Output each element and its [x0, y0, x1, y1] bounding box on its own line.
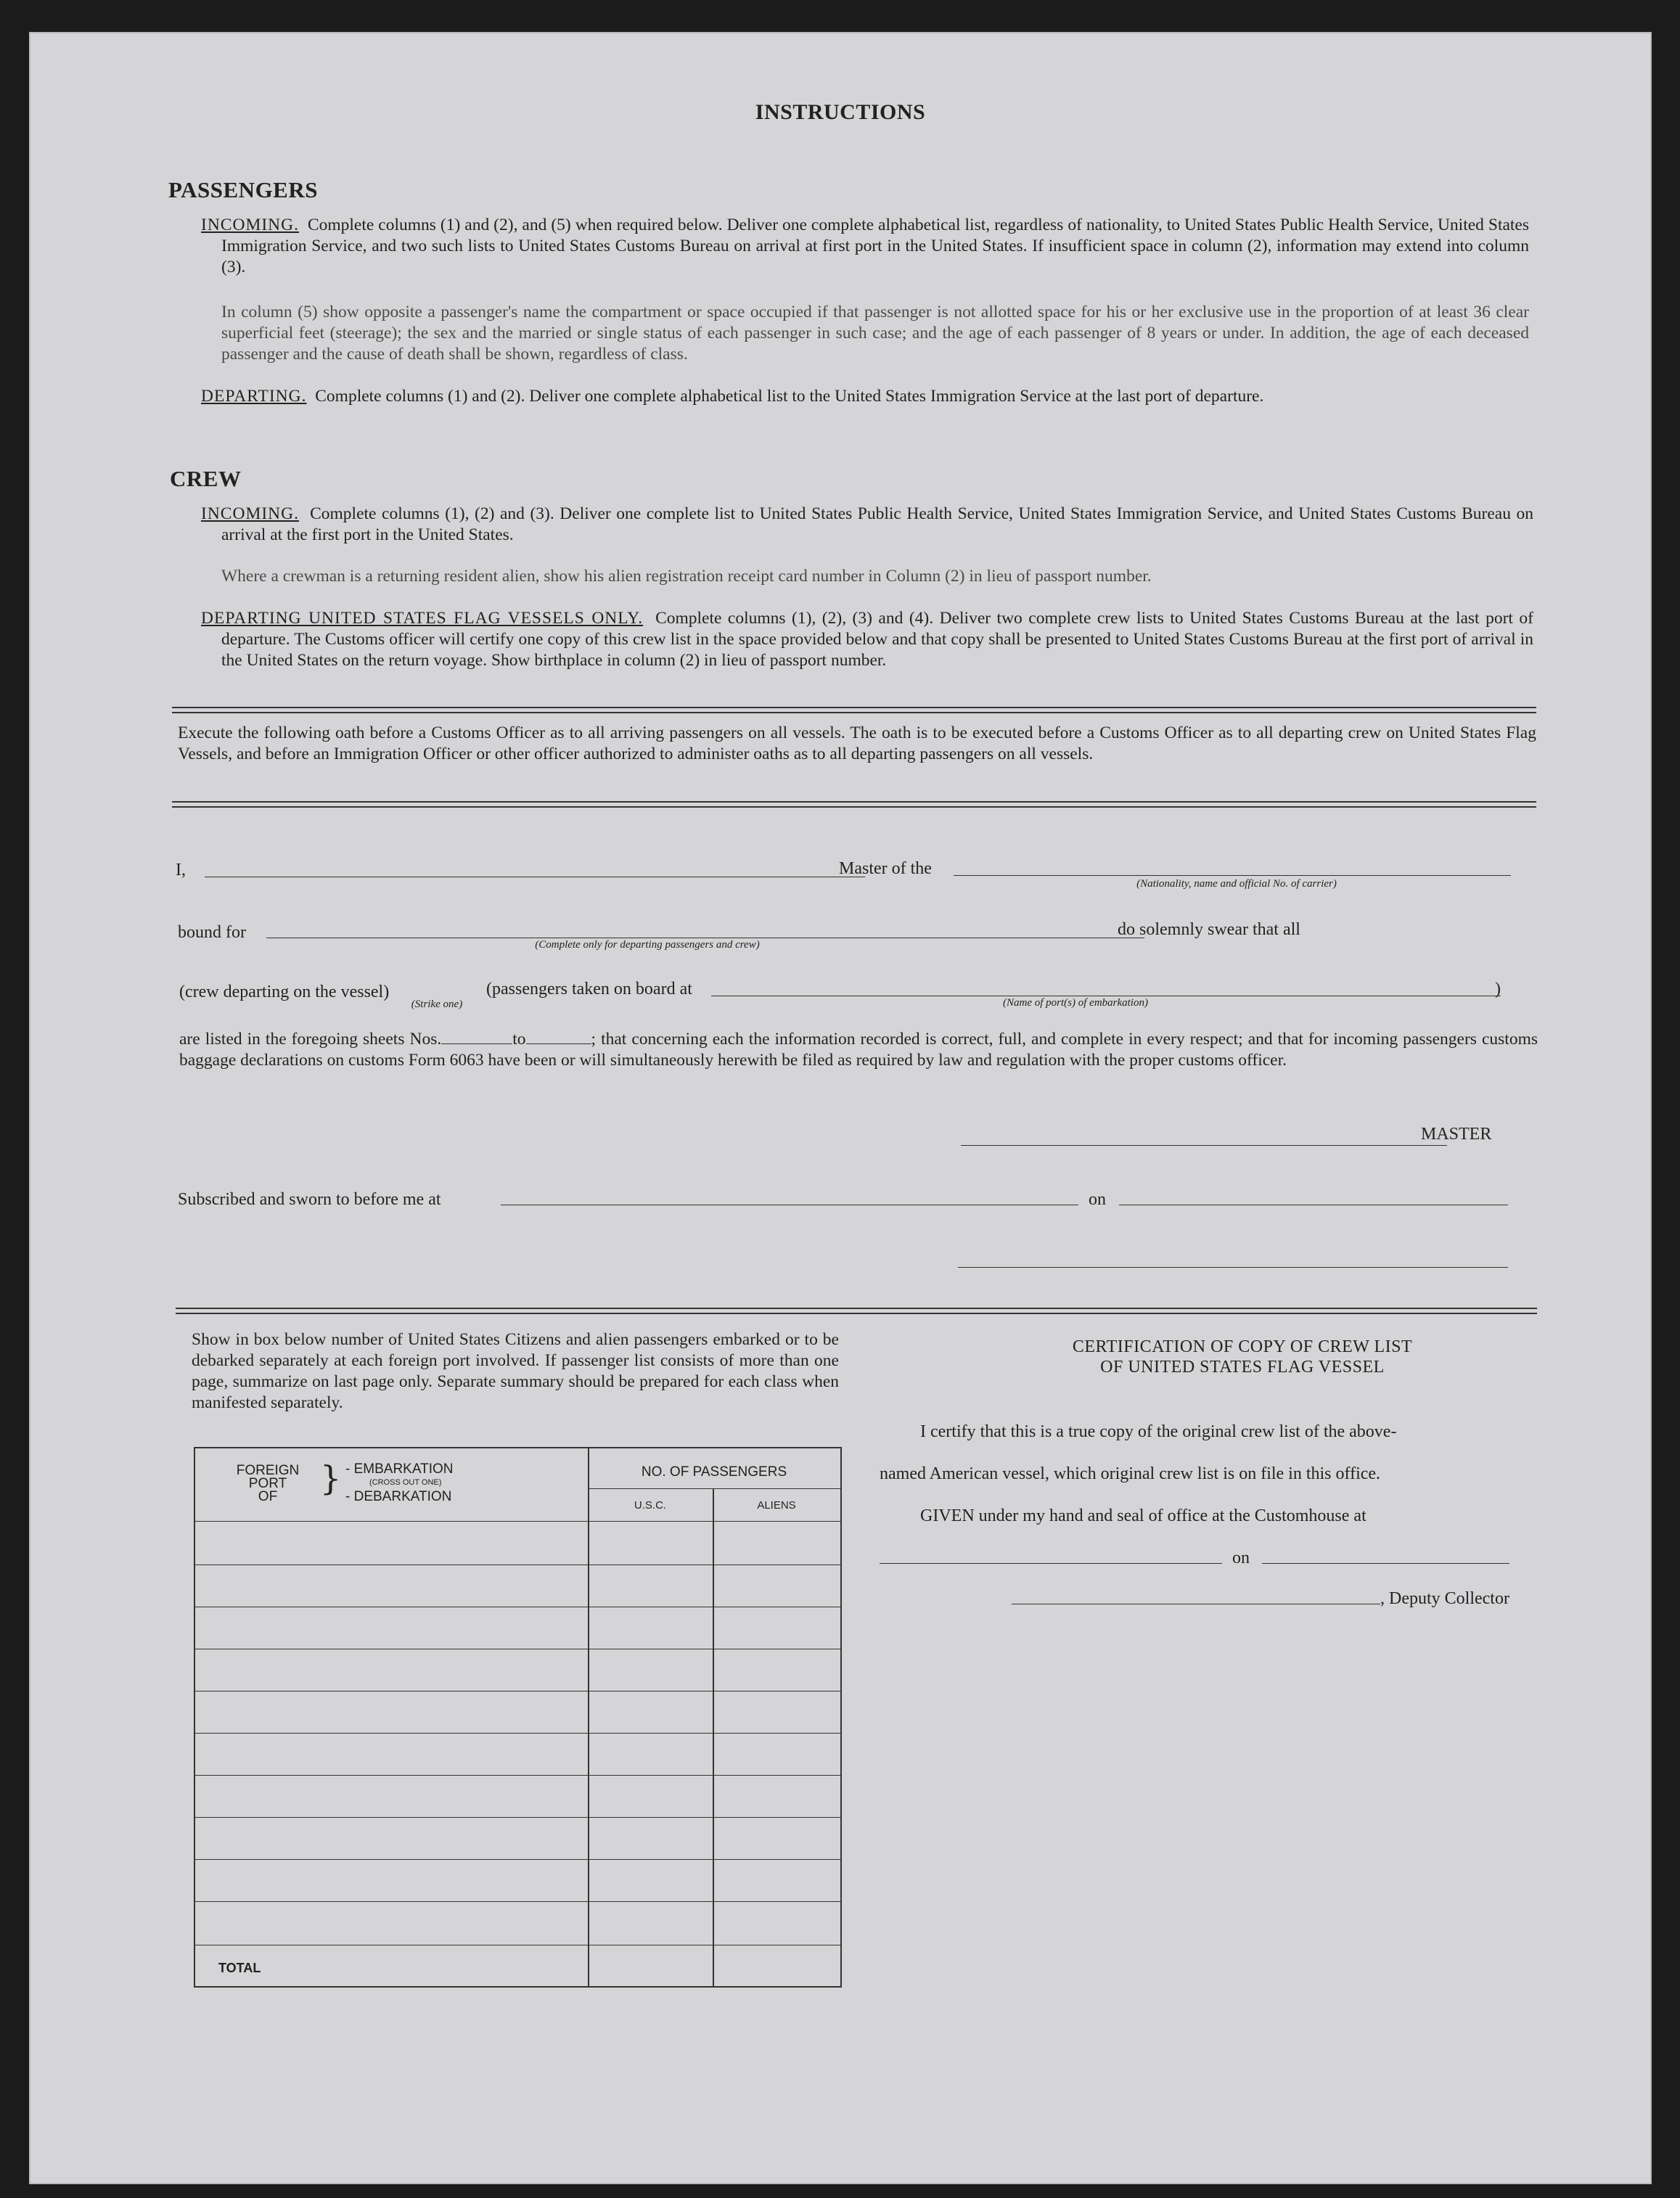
table-row[interactable]	[195, 1901, 840, 1902]
passenger-summary-table	[194, 1447, 842, 1988]
bound-for-label: bound for	[178, 923, 246, 942]
certify-on-label: on	[1232, 1549, 1250, 1567]
passengers-incoming-lead: INCOMING.	[201, 216, 299, 234]
listed-text-a: are listed in the foregoing sheets Nos.	[179, 1030, 442, 1049]
passengers-departing-text: Complete columns (1) and (2). Deliver one complete alphabetical list to the United States Immigration Service at the last port of departure.	[315, 387, 1264, 406]
crew-departing-lead: DEPARTING UNITED STATES FLAG VESSELS ONLY.	[201, 609, 644, 628]
deputy-collector-label: , Deputy Collector	[1380, 1589, 1509, 1608]
table-divider	[588, 1448, 589, 1986]
certify-line-2: named American vessel, which original crew list is on file in this office.	[880, 1464, 1381, 1483]
foreign-label: FOREIGN	[236, 1463, 300, 1478]
certify-line-1: I certify that this is a true copy of the original crew list of the above-	[920, 1422, 1397, 1441]
table-row[interactable]	[195, 1817, 840, 1818]
foreign-port-header	[224, 1464, 311, 1504]
of-label: OF	[258, 1489, 278, 1504]
officer-signature-line[interactable]	[958, 1267, 1508, 1268]
table-row[interactable]	[195, 1733, 840, 1734]
carrier-line[interactable]	[954, 875, 1511, 876]
table-row[interactable]	[195, 1859, 840, 1860]
debarkation-label: - DEBARKATION	[345, 1489, 452, 1504]
crew-returning-paragraph: Where a crewman is a returning resident alien, show his alien registration receipt card number in Column (2) in lieu of passport number.	[221, 567, 1152, 586]
cross-out-note: (CROSS OUT ONE)	[369, 1478, 442, 1487]
close-paren: )	[1495, 980, 1501, 998]
table-divider	[588, 1488, 840, 1489]
complete-only-note: (Complete only for departing passengers and crew)	[535, 939, 760, 951]
certify-date-line[interactable]	[1262, 1563, 1509, 1564]
crew-incoming-lead: INCOMING.	[201, 504, 299, 523]
embarkation-label: - EMBARKATION	[345, 1461, 454, 1477]
nationality-note: (Nationality, name and official No. of carrier)	[1136, 878, 1337, 890]
page-title: INSTRUCTIONS	[755, 100, 926, 124]
certification-heading	[938, 1337, 1547, 1377]
no-of-passengers-header: NO. OF PASSENGERS	[641, 1464, 787, 1480]
oath-i-label: I,	[176, 861, 186, 879]
certify-line-3: GIVEN under my hand and seal of office at the Customhouse at	[920, 1506, 1366, 1525]
crew-departing-text: Complete columns (1), (2), (3) and (4). Deliver two complete crew lists to United States Customs Bureau at the last port of departure. The Customs officer will certify one copy of this crew list in the space provided below and that copy shall be presented to United States Customs Bureau at the first port of arrival in the United States on the return voyage. Show birthplace in column (2) in lieu of passport number.	[221, 609, 1533, 670]
subscribed-label: Subscribed and sworn to before me at	[178, 1190, 441, 1209]
double-rule	[172, 801, 1536, 808]
total-label: TOTAL	[218, 1961, 261, 1975]
crew-incoming-text: Complete columns (1), (2) and (3). Deliver one complete list to United States Public Health Service, United States Immigration Service, and United States Customs Bureau on arrival at the first port in the United States.	[221, 504, 1533, 544]
strike-one-note: (Strike one)	[411, 998, 463, 1010]
passengers-departing-paragraph	[201, 386, 1529, 407]
double-rule	[176, 1308, 1537, 1314]
aliens-header: ALIENS	[757, 1499, 796, 1512]
passengers-incoming-text: Complete columns (1) and (2), and (5) when required below. Deliver one complete alphabetical list, regardless of nationality, to United States Public Health Service, United States Immigration Service, and two such lists to United States Customs Bureau on arrival at first port in the United States. If insufficient space in column (2), information may extend into column (3).	[221, 216, 1530, 276]
oath-instruction-paragraph: Execute the following oath before a Customs Officer as to all arriving passengers on all vessels. The oath is to be executed before a Customs Officer as to all departing crew on United States Flag Vessels, and before an Immigration Officer or other officer authorized to administer oaths as to all departing passengers on all vessels.	[178, 723, 1536, 763]
table-header-rule	[195, 1521, 840, 1522]
passengers-heading: PASSENGERS	[168, 177, 318, 202]
usc-header: U.S.C.	[634, 1499, 667, 1512]
master-of-the-label: Master of the	[839, 859, 932, 878]
passengers-taken-label: (passengers taken on board at	[486, 980, 692, 998]
sworn-on-label: on	[1089, 1190, 1106, 1209]
double-rule	[172, 707, 1536, 713]
certification-heading-1: CERTIFICATION OF COPY OF CREW LIST	[1072, 1337, 1413, 1356]
crew-heading: CREW	[170, 466, 242, 491]
master-signature-line[interactable]	[961, 1145, 1447, 1146]
passengers-departing-lead: DEPARTING.	[201, 387, 307, 406]
listed-paragraph	[179, 1029, 1538, 1071]
sheet-from-line[interactable]	[441, 1043, 512, 1044]
crew-departing-paragraph	[201, 608, 1533, 671]
master-label: MASTER	[1421, 1125, 1492, 1144]
customhouse-line[interactable]	[880, 1563, 1222, 1564]
listed-text-b: ; that concerning each the information recorded is correct, full, and complete in every respect; and that for incoming passengers customs baggage declarations on customs Form 6063 have been or will simultaneously herewith be filed as required by law and regulation with the proper customs officer.	[179, 1030, 1538, 1070]
ports-note: (Name of port(s) of embarkation)	[1003, 997, 1148, 1009]
port-label: PORT	[248, 1476, 287, 1491]
table-divider	[713, 1488, 714, 1986]
crew-incoming-paragraph	[201, 504, 1533, 546]
listed-to: to	[512, 1030, 526, 1049]
certification-heading-2: OF UNITED STATES FLAG VESSEL	[1100, 1358, 1385, 1377]
table-row[interactable]	[195, 1775, 840, 1776]
sheet-to-line[interactable]	[526, 1043, 591, 1044]
form-page	[29, 32, 1652, 2184]
crew-departing-label: (crew departing on the vessel)	[179, 983, 390, 1001]
passengers-column5-paragraph: In column (5) show opposite a passenger's name the compartment or space occupied if that passenger is not allotted space for his or her exclusive use in the proportion of at least 36 clear superficial feet (steerage); the sex and the married or single status of each passenger in such case; and the age of each passenger of 8 years or under. In addition, the age of each deceased passenger and the cause of death shall be shown, regardless of class.	[221, 303, 1529, 364]
swear-label: do solemnly swear that all	[1118, 920, 1300, 939]
passengers-incoming-paragraph	[201, 215, 1529, 278]
brace-glyph: }	[320, 1459, 342, 1498]
summary-instruction-paragraph: Show in box below number of United States Citizens and alien passengers embarked or to be debarked separately at each foreign port involved. If passenger list consists of more than one page, summarize on last page only. Separate summary should be prepared for each class when manifested separately.	[192, 1330, 839, 1412]
